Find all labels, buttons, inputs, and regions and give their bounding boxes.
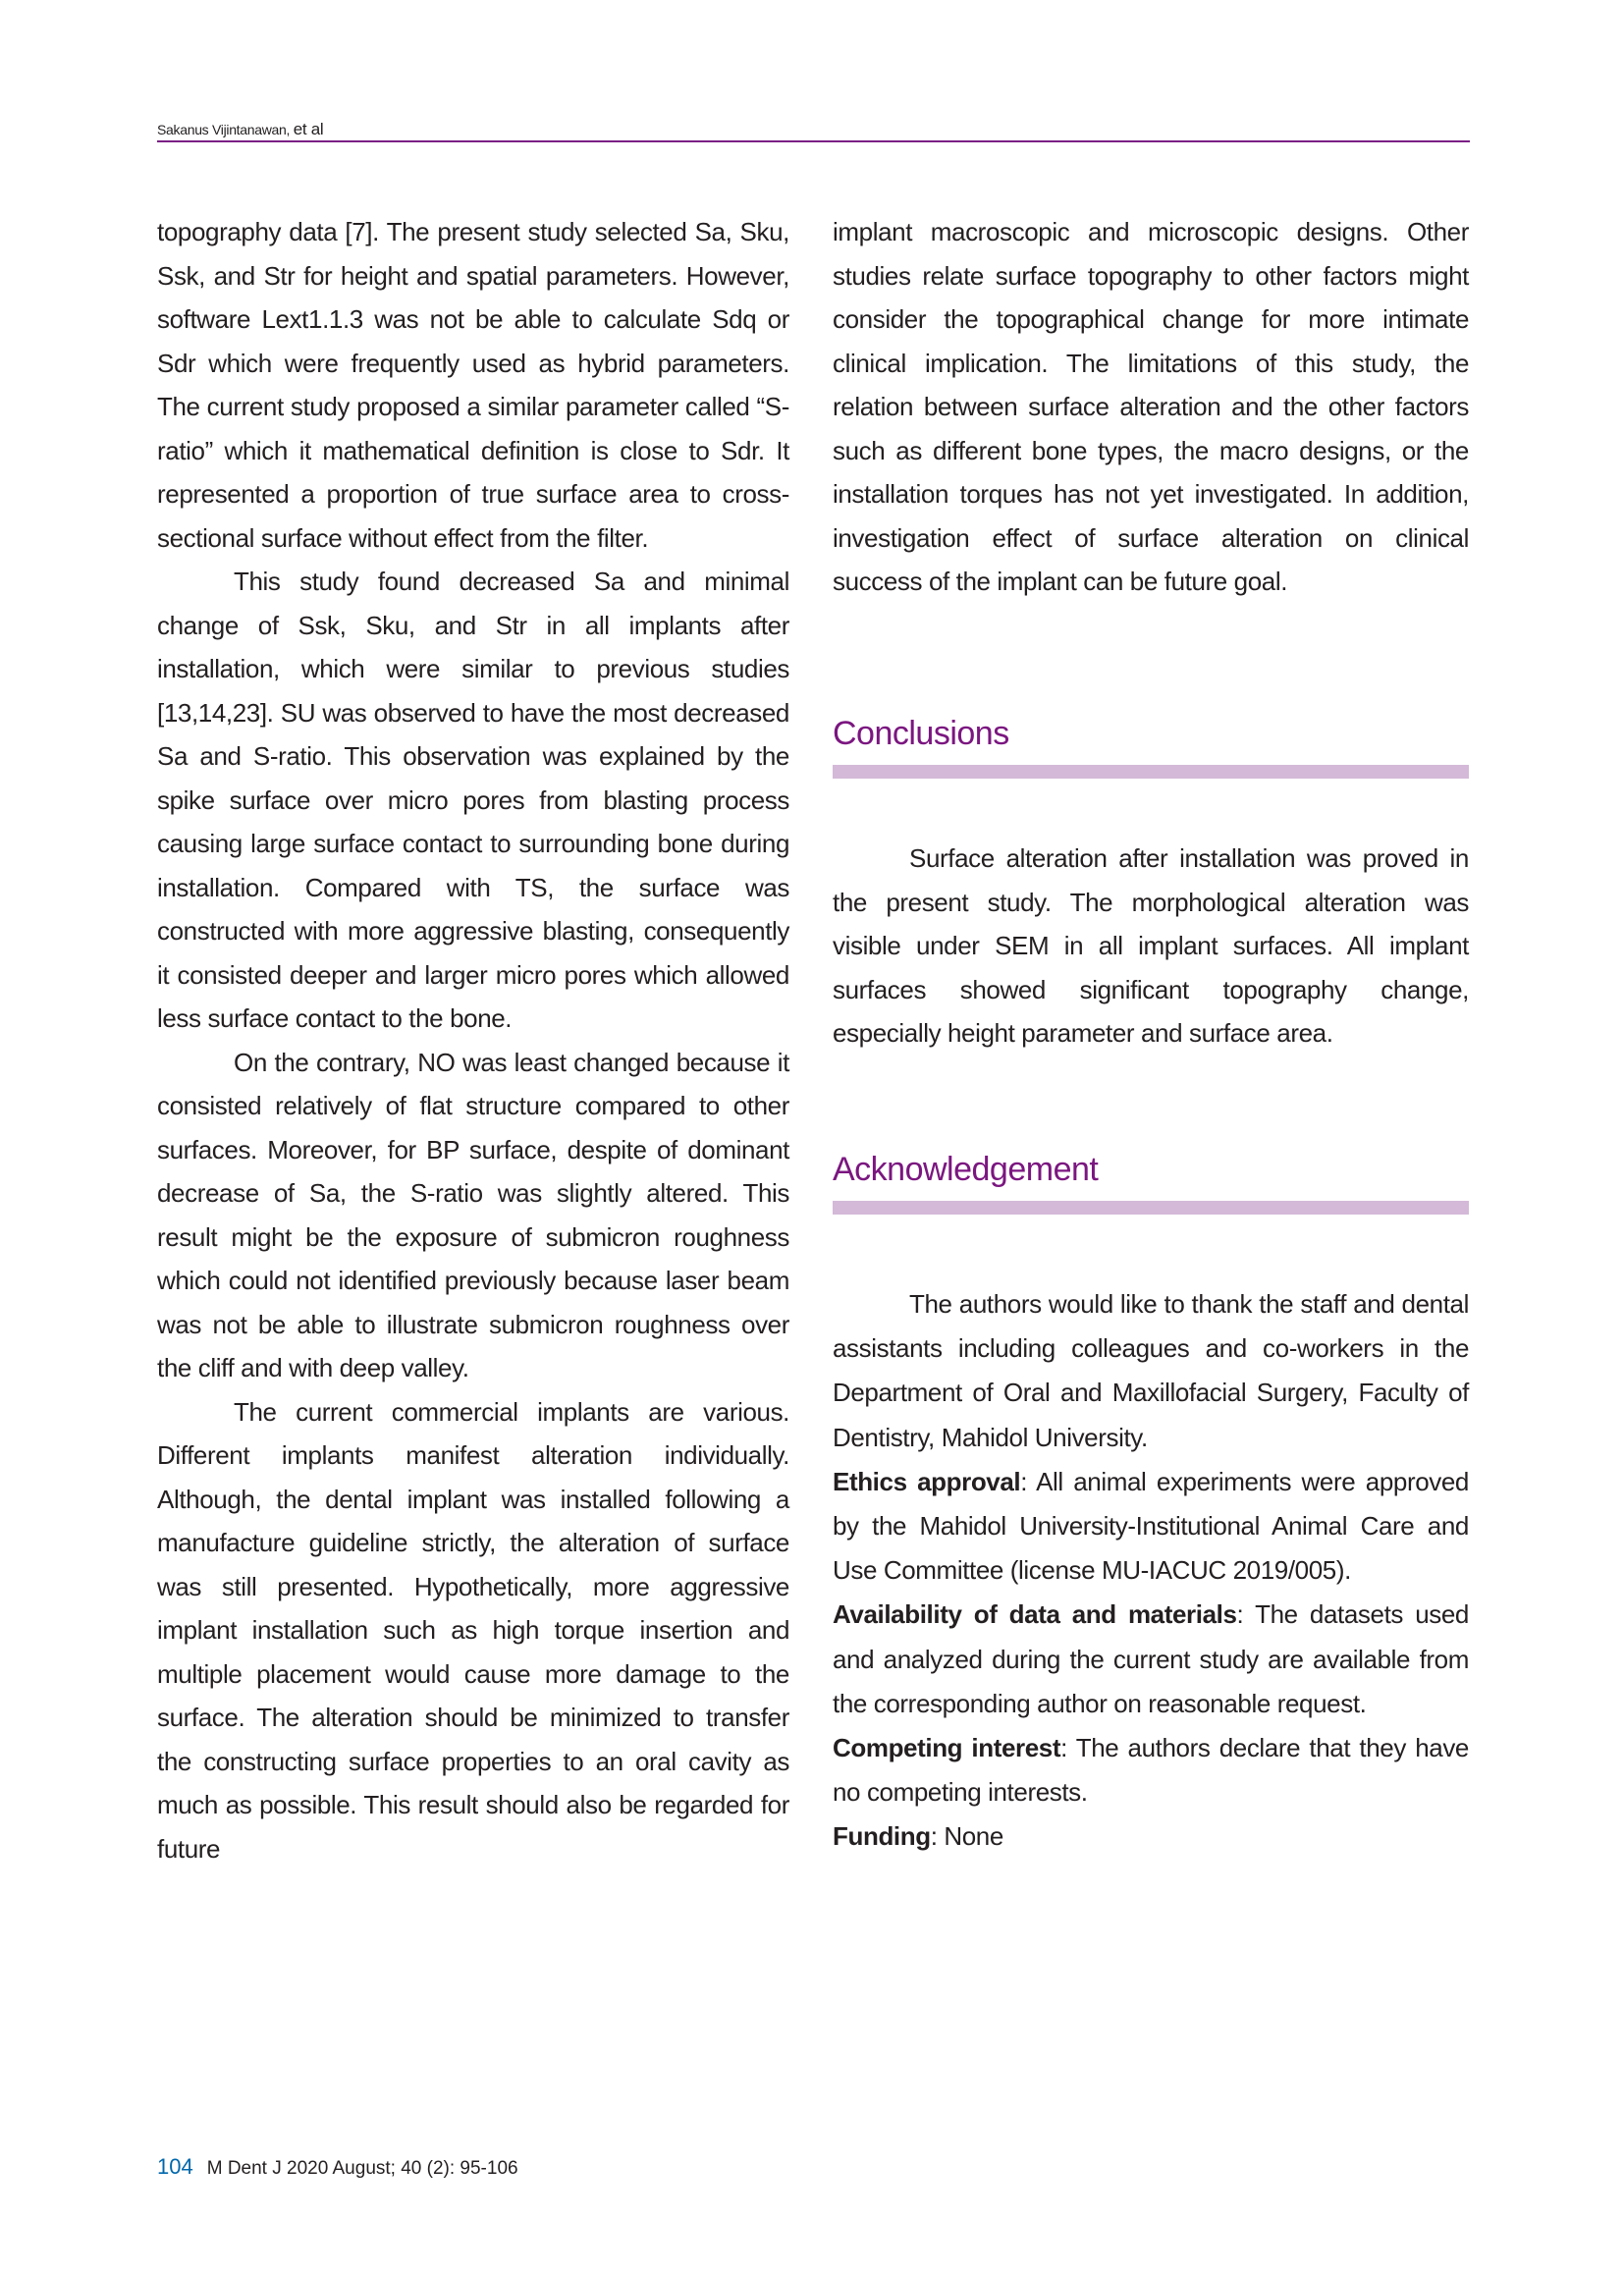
acknowledgement-body [833, 1282, 1469, 1860]
section-divider-bar [833, 765, 1469, 779]
paragraph: On the contrary, NO was least changed because it consisted relatively of flat structure compared to other surfaces. Moreover, for BP surface, despite of dominant decrease of Sa, the S-ratio was slightly altered. This result might be the exposure of submicron roughness which could not identified previously because laser beam was not be able to illustrate submicron roughness over the cliff and with deep valley. [157, 1047, 789, 1382]
declaration-text: : The authors declare that they have no competing interests. [833, 1733, 1469, 1808]
declaration-competing-interest [833, 1726, 1469, 1814]
running-head [157, 120, 323, 139]
declaration-label: Availability of data and materials [833, 1599, 1237, 1630]
paragraph: topography data [7]. The present study selected Sa, Sku, Ssk, and Str for height and spatial parameters. However, software Lext1.1.3 was not be able to calculate Sdq or Sdr which were frequently used as hybrid parameters. The current study proposed a similar parameter called “S-ratio” which it mathematical definition is close to Sdr. It represented a proportion of true surface area to cross-sectional surface without effect from the filter. [157, 217, 789, 553]
declaration-availability [833, 1593, 1469, 1726]
declaration-text: : The datasets used and analyzed during the current study are available from the corresponding author on reasonable request. [833, 1599, 1469, 1718]
declaration-text: : All animal experiments were approved by the Mahidol University-Institutional Animal Care and Use Committee (license MU-IACUC 2019/005). [833, 1466, 1469, 1586]
paragraph: implant macroscopic and microscopic designs. Other studies relate surface topography to other factors might consider the topographical change for more intimate clinical implication. The limitations of this study, the relation between surface alteration and the other factors such as different bone types, the macro designs, or the installation torques has not yet investigated. In addition, investigation effect of surface alteration on clinical success of the implant can be future goal. [833, 217, 1469, 596]
left-column [157, 210, 789, 1870]
declaration-label: Competing interest [833, 1733, 1061, 1763]
page-number: 104 [157, 2154, 193, 2179]
running-head-etal: et al [293, 120, 324, 138]
paragraph: Surface alteration after installation was proved in the present study. The morphological alteration was visible under SEM in all implant surfaces. All implant surfaces showed significant topography change, especially height parameter and surface area. [833, 843, 1469, 1048]
conclusions-body [833, 837, 1469, 1055]
declaration-label: Ethics approval [833, 1466, 1021, 1496]
section-divider-bar [833, 1201, 1469, 1215]
declaration-ethics [833, 1460, 1469, 1594]
paragraph: The current commercial implants are various. Different implants manifest alteration individually. Although, the dental implant was installed following a manufacture guideline strictly, the alteration of surface was still presented. Hypothetically, more aggressive implant installation such as high torque insertion and multiple placement would cause more damage to the surface. The alteration should be minimized to transfer the constructing surface properties to an oral cavity as much as possible. This result should also be regarded for future [157, 1396, 789, 1864]
paragraph: The authors would like to thank the staff and dental assistants including colleagues and co-workers in the Department of Oral and Maxillofacial Surgery, Faculty of Dentistry, Mahidol University. [833, 1289, 1469, 1452]
header-rule [157, 140, 1470, 142]
declaration-label: Funding [833, 1821, 931, 1852]
section-title-acknowledgement: Acknowledgement [833, 1151, 1099, 1188]
journal-citation: M Dent J 2020 August; 40 (2): 95-106 [206, 2158, 518, 2179]
declaration-funding [833, 1814, 1469, 1859]
right-column-intro [833, 210, 1469, 604]
paragraph: This study found decreased Sa and minimal change of Ssk, Sku, and Str in all implants after installation, which were similar to previous studies [13,14,23]. SU was observed to have the most decreased Sa and S-ratio. This observation was explained by the spike surface over micro pores from blasting process causing large surface contact to surrounding bone during installation. Compared with TS, the surface was constructed with more aggressive blasting, consequently it consisted deeper and larger micro pores which allowed less surface contact to the bone. [157, 567, 789, 1033]
page-footer [157, 2154, 518, 2180]
section-title-conclusions: Conclusions [833, 715, 1009, 752]
declaration-text: : None [930, 1821, 1003, 1852]
running-head-author: Sakanus Vijintanawan, [157, 122, 291, 137]
